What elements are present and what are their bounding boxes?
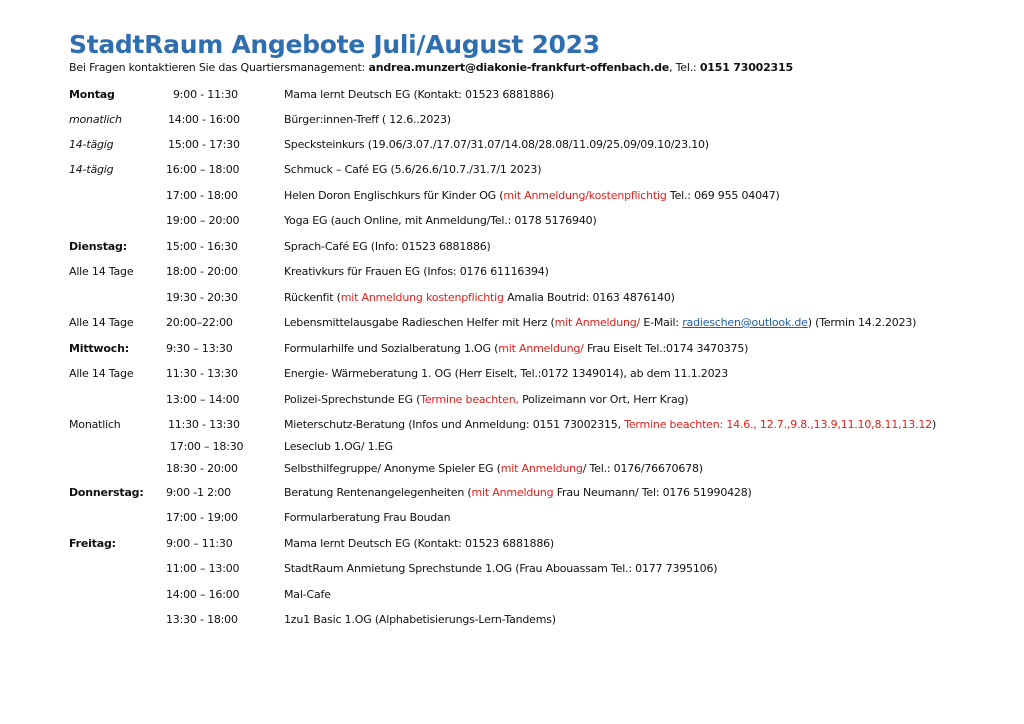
time-slot: 11:30 - 13:30 <box>168 418 240 431</box>
schedule-row <box>0 418 1024 434</box>
time-slot: 18:30 - 20:00 <box>166 462 238 475</box>
registration-note: Termine beachten, <box>420 393 519 406</box>
contact-line <box>69 61 793 74</box>
offer-description: Formularhilfe und Sozialberatung 1.OG (mit Anmeldung/ Frau Eiselt Tel.:0174 3470375) <box>284 342 749 355</box>
schedule-row <box>0 367 1024 383</box>
registration-note: mit Anmeldung/kostenpflichtig <box>503 189 667 202</box>
weekday-label: Montag <box>69 88 115 101</box>
registration-note: mit Anmeldung/ <box>554 316 641 329</box>
schedule-row <box>0 240 1024 256</box>
frequency-label: 14-tägig <box>69 163 114 176</box>
offer-description: 1zu1 Basic 1.OG (Alphabetisierungs-Lern-Tandems) <box>284 613 556 626</box>
email-link[interactable]: radieschen@outlook.de <box>682 316 808 329</box>
offer-description: Yoga EG (auch Online, mit Anmeldung/Tel.: 0178 5176940) <box>284 214 597 227</box>
weekday-label: Freitag: <box>69 537 116 550</box>
offer-description: Kreativkurs für Frauen EG (Infos: 0176 61116394) <box>284 265 549 278</box>
offer-description: Helen Doron Englischkurs für Kinder OG (mit Anmeldung/kostenpflichtig Tel.: 069 955 04047) <box>284 189 780 202</box>
schedule-row <box>0 537 1024 553</box>
schedule-row <box>0 440 1024 456</box>
time-slot: 13:30 - 18:00 <box>166 613 238 626</box>
registration-note: Termine beachten: 14.6., 12.7.,9.8.,13.9,11.10,8.11,13.12 <box>624 418 932 431</box>
schedule-row <box>0 393 1024 409</box>
time-slot: 11:30 - 13:30 <box>166 367 238 380</box>
time-slot: 15:00 - 17:30 <box>168 138 240 151</box>
schedule-row <box>0 88 1024 104</box>
time-slot: 17:00 - 19:00 <box>166 511 238 524</box>
offer-description: Mama lernt Deutsch EG (Kontakt: 01523 6881886) <box>284 537 555 550</box>
registration-note: mit Anmeldung <box>471 486 554 499</box>
weekday-label: Dienstag: <box>69 240 127 253</box>
contact-phone: 0151 73002315 <box>699 61 793 74</box>
offer-description: StadtRaum Anmietung Sprechstunde 1.OG (Frau Abouassam Tel.: 0177 7395106) <box>284 562 718 575</box>
schedule-row <box>0 613 1024 629</box>
offer-description: Mal-Cafe <box>284 588 331 601</box>
offer-description: Mieterschutz-Beratung (Infos und Anmeldung: 0151 73002315, Termine beachten: 14.6., 12.7.,9.8.,13.9,11.10,8.11,13.12) <box>284 418 937 431</box>
offer-description: Energie- Wärmeberatung 1. OG (Herr Eiselt, Tel.:0172 1349014), ab dem 11.1.2023 <box>284 367 728 380</box>
schedule-row <box>0 163 1024 179</box>
offer-description: Sprach-Café EG (Info: 01523 6881886) <box>284 240 491 253</box>
frequency-label: Alle 14 Tage <box>69 316 134 329</box>
document-title: StadtRaum Angebote Juli/August 2023 <box>69 30 600 59</box>
schedule-row <box>0 486 1024 502</box>
schedule-row <box>0 189 1024 205</box>
contact-prefix: Bei Fragen kontaktieren Sie das Quartiersmanagement: <box>69 61 369 74</box>
frequency-label: 14-tägig <box>69 138 114 151</box>
offer-description: Schmuck – Café EG (5.6/26.6/10.7./31.7/1 2023) <box>284 163 542 176</box>
offer-description: Rückenfit (mit Anmeldung kostenpflichtig Amalia Boutrid: 0163 4876140) <box>284 291 675 304</box>
offer-description: Selbsthilfegruppe/ Anonyme Spieler EG (mit Anmeldung/ Tel.: 0176/76670678) <box>284 462 703 475</box>
time-slot: 9:00 – 11:30 <box>166 537 233 550</box>
time-slot: 14:00 – 16:00 <box>166 588 240 601</box>
registration-note: mit Anmeldung/ <box>498 342 584 355</box>
registration-note: mit Anmeldung kostenpflichtig <box>340 291 504 304</box>
schedule-row <box>0 138 1024 154</box>
offer-description: Bürger:innen-Treff ( 12.6..2023) <box>284 113 451 126</box>
offer-description: Leseclub 1.OG/ 1.EG <box>284 440 393 453</box>
schedule-row <box>0 511 1024 527</box>
schedule-row <box>0 214 1024 230</box>
time-slot: 9:30 – 13:30 <box>166 342 233 355</box>
schedule-row <box>0 113 1024 129</box>
contact-email: andrea.munzert@diakonie-frankfurt-offenbach.de <box>368 61 670 74</box>
frequency-label: Alle 14 Tage <box>69 367 134 380</box>
time-slot: 17:00 - 18:00 <box>166 189 238 202</box>
time-slot: 19:00 – 20:00 <box>166 214 240 227</box>
time-slot: 14:00 - 16:00 <box>168 113 240 126</box>
offer-description: Polizei-Sprechstunde EG (Termine beachten, Polizeimann vor Ort, Herr Krag) <box>284 393 689 406</box>
schedule-row <box>0 562 1024 578</box>
time-slot: 19:30 - 20:30 <box>166 291 238 304</box>
time-slot: 17:00 – 18:30 <box>170 440 244 453</box>
time-slot: 18:00 - 20:00 <box>166 265 238 278</box>
frequency-label: Alle 14 Tage <box>69 265 134 278</box>
time-slot: 15:00 - 16:30 <box>166 240 238 253</box>
schedule-row <box>0 588 1024 604</box>
offer-description: Mama lernt Deutsch EG (Kontakt: 01523 6881886) <box>284 88 555 101</box>
schedule-row <box>0 291 1024 307</box>
weekday-label: Mittwoch: <box>69 342 129 355</box>
time-slot: 16:00 – 18:00 <box>166 163 240 176</box>
offer-description: Lebensmittelausgabe Radieschen Helfer mit Herz (mit Anmeldung/ E-Mail: radieschen@outlook.de) (Termin 14.2.2023) <box>284 316 917 329</box>
time-slot: 20:00–22:00 <box>166 316 233 329</box>
offer-description: Specksteinkurs (19.06/3.07./17.07/31.07/14.08/28.08/11.09/25.09/09.10/23.10) <box>284 138 709 151</box>
contact-separator: , Tel.: <box>669 61 700 74</box>
registration-note: mit Anmeldung <box>500 462 583 475</box>
weekday-label: Donnerstag: <box>69 486 144 499</box>
schedule-row <box>0 316 1024 332</box>
schedule-row <box>0 462 1024 478</box>
schedule-row <box>0 342 1024 358</box>
time-slot: 9:00 - 11:30 <box>173 88 238 101</box>
offer-description: Beratung Rentenangelegenheiten (mit Anmeldung Frau Neumann/ Tel: 0176 51990428) <box>284 486 752 499</box>
time-slot: 9:00 -1 2:00 <box>166 486 231 499</box>
offer-description: Formularberatung Frau Boudan <box>284 511 451 524</box>
frequency-label: monatlich <box>69 113 122 126</box>
frequency-label: Monatlich <box>69 418 121 431</box>
time-slot: 11:00 – 13:00 <box>166 562 240 575</box>
time-slot: 13:00 – 14:00 <box>166 393 240 406</box>
schedule-row <box>0 265 1024 281</box>
